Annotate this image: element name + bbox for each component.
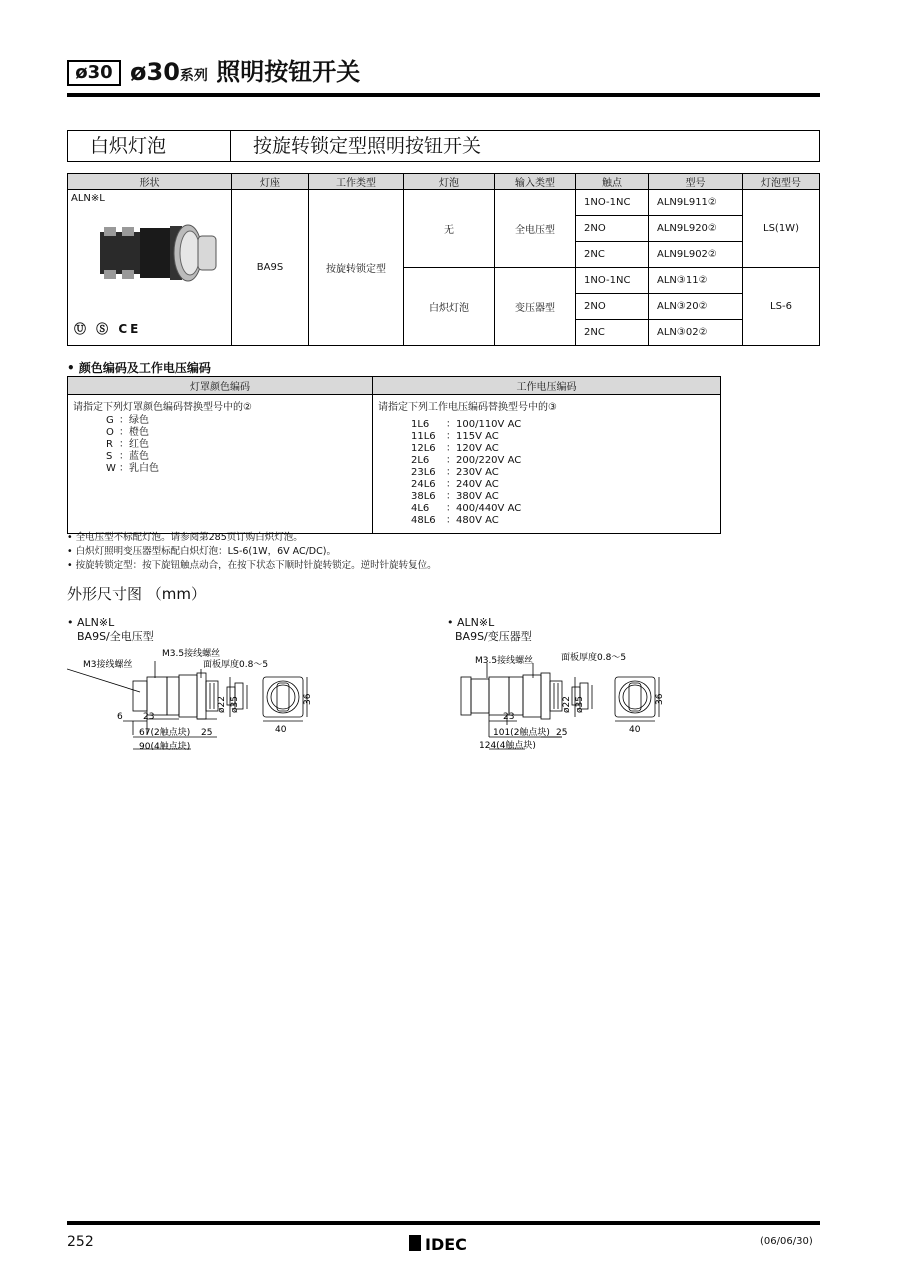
right-phi2: ø35 <box>575 696 585 713</box>
left-drawing-type: BA9S/全电压型 <box>77 630 154 643</box>
header-rule <box>67 93 820 97</box>
title-series: 系列 <box>179 68 208 84</box>
contact-cell: 2NC <box>576 242 649 268</box>
right-height: 36 <box>655 693 665 705</box>
idec-logo <box>409 1233 479 1253</box>
bulb-cell: LS-6 <box>743 268 820 346</box>
right-drawing-type: BA9S/变压器型 <box>455 630 532 643</box>
list-item: 2L6 ：200/220V AC <box>411 455 522 466</box>
color-list <box>106 415 159 475</box>
list-item: 48L6 ：480V AC <box>411 515 499 526</box>
list-item: 12L6 ：120V AC <box>411 443 499 454</box>
right-dimension-drawing <box>447 645 807 760</box>
notes <box>67 531 437 573</box>
lamp-cell: 白炽灯泡 <box>404 268 495 346</box>
voltage-intro: 请指定下列工作电压编码替换型号中的③ <box>378 402 557 413</box>
list-item: O ：橙色 <box>106 427 149 438</box>
list-item: 23L6 ：230V AC <box>411 467 499 478</box>
th-model: 型号 <box>649 174 743 190</box>
th-input: 输入类型 <box>495 174 576 190</box>
certification-marks: Ⓤ Ⓢ CE <box>74 322 142 336</box>
shape-label: ALN※L <box>71 193 105 204</box>
contact-cell: 2NO <box>576 294 649 320</box>
left-phi1: ø22 <box>217 696 227 713</box>
th-lamp: 灯泡 <box>404 174 495 190</box>
voltage-code-header: 工作电压编码 <box>373 377 721 395</box>
voltage-list <box>411 419 521 527</box>
list-item: W ：乳白色 <box>106 463 159 474</box>
left-d5: 90(4触点块) <box>139 742 191 752</box>
list-item: 24L6 ：240V AC <box>411 479 499 490</box>
shape-cell <box>68 190 232 346</box>
note-item: • 白炽灯照明变压器型标配白炽灯泡：LS-6(1W，6V AC/DC)。 <box>67 546 336 557</box>
operation-cell: 按旋转锁定型 <box>309 190 404 346</box>
left-screw-2: M3接线螺丝 <box>83 660 133 670</box>
left-height: 36 <box>303 693 313 705</box>
left-d3: 25 <box>201 728 213 738</box>
model-cell: ALN③20② <box>649 294 743 320</box>
input-cell: 变压器型 <box>495 268 576 346</box>
left-d2: 23 <box>143 712 155 722</box>
list-item: S ：蓝色 <box>106 451 149 462</box>
right-screw-1: M3.5接线螺丝 <box>475 656 534 666</box>
table-row <box>68 190 820 216</box>
list-item: 1L6 ：100/110V AC <box>411 419 522 430</box>
logo-mark <box>409 1235 421 1251</box>
title-main: ø30 <box>130 58 180 86</box>
list-item: R ：红色 <box>106 439 149 450</box>
section-left: 白炽灯泡 <box>68 131 231 161</box>
note-item: • 按旋转锁定型：按下旋钮触点动合，在按下状态下顺时针旋转锁定。逆时针旋转复位。 <box>67 560 437 571</box>
model-cell: ALN9L920② <box>649 216 743 242</box>
right-d2: 23 <box>503 712 515 722</box>
contact-cell: 2NO <box>576 216 649 242</box>
list-item: 38L6 ：380V AC <box>411 491 499 502</box>
right-d4: 101(2触点块) <box>493 728 550 738</box>
th-bulb: 灯泡型号 <box>743 174 820 190</box>
left-panel: 面板厚度0.8～5 <box>203 660 269 670</box>
logo-text: IDEC <box>425 1235 467 1253</box>
model-cell: ALN9L902② <box>649 242 743 268</box>
left-d1: 6 <box>117 712 123 722</box>
page-number: 252 <box>67 1234 94 1250</box>
contact-cell: 2NC <box>576 320 649 346</box>
section-bar <box>67 130 820 162</box>
model-cell: ALN③11② <box>649 268 743 294</box>
left-d4: 67(2触点块) <box>139 728 191 738</box>
page-title <box>130 56 360 92</box>
left-drawing-name: • ALN※L <box>67 616 115 629</box>
codes-table <box>67 376 721 534</box>
list-item: 11L6 ：115V AC <box>411 431 499 442</box>
list-item: G ：绿色 <box>106 415 149 426</box>
product-photo <box>98 222 220 284</box>
right-width: 40 <box>629 725 641 735</box>
bulb-cell: LS(1W) <box>743 190 820 268</box>
title-rest: 照明按钮开关 <box>207 58 361 86</box>
base-cell: BA9S <box>232 190 309 346</box>
section-right: 按旋转锁定型照明按钮开关 <box>253 135 482 157</box>
input-cell: 全电压型 <box>495 190 576 268</box>
voltage-code-cell <box>373 395 721 534</box>
left-screw-1: M3.5接线螺丝 <box>162 649 221 659</box>
th-operation: 工作类型 <box>309 174 404 190</box>
th-contact: 触点 <box>576 174 649 190</box>
right-panel: 面板厚度0.8～5 <box>561 653 627 663</box>
left-dimension-drawing <box>67 645 407 760</box>
contact-cell: 1NO-1NC <box>576 190 649 216</box>
th-base: 灯座 <box>232 174 309 190</box>
note-item: • 全电压型不标配灯泡。请参阅第285页订购白炽灯泡。 <box>67 532 303 543</box>
series-badge: ø30 <box>67 60 121 86</box>
right-d5: 124(4触点块) <box>479 741 536 751</box>
left-phi2: ø35 <box>230 696 240 713</box>
right-drawing-name: • ALN※L <box>447 616 495 629</box>
model-cell: ALN9L911② <box>649 190 743 216</box>
product-table <box>67 173 820 346</box>
footer-rule <box>67 1221 820 1225</box>
color-intro: 请指定下列灯罩颜色编码替换型号中的② <box>73 402 252 413</box>
lamp-cell: 无 <box>404 190 495 268</box>
color-code-header: 灯罩颜色编码 <box>68 377 373 395</box>
codes-heading: • 颜色编码及工作电压编码 <box>67 361 211 375</box>
list-item: 4L6 ：400/440V AC <box>411 503 522 514</box>
left-width: 40 <box>275 725 287 735</box>
right-phi1: ø22 <box>562 696 572 713</box>
model-cell: ALN③02② <box>649 320 743 346</box>
th-shape: 形状 <box>68 174 232 190</box>
footer-date: (06/06/30) <box>760 1236 813 1247</box>
dimensions-title: 外形尺寸图 （mm） <box>67 585 206 603</box>
color-code-cell <box>68 395 373 534</box>
table-header-row <box>68 174 820 190</box>
right-d3: 25 <box>556 728 568 738</box>
contact-cell: 1NO-1NC <box>576 268 649 294</box>
